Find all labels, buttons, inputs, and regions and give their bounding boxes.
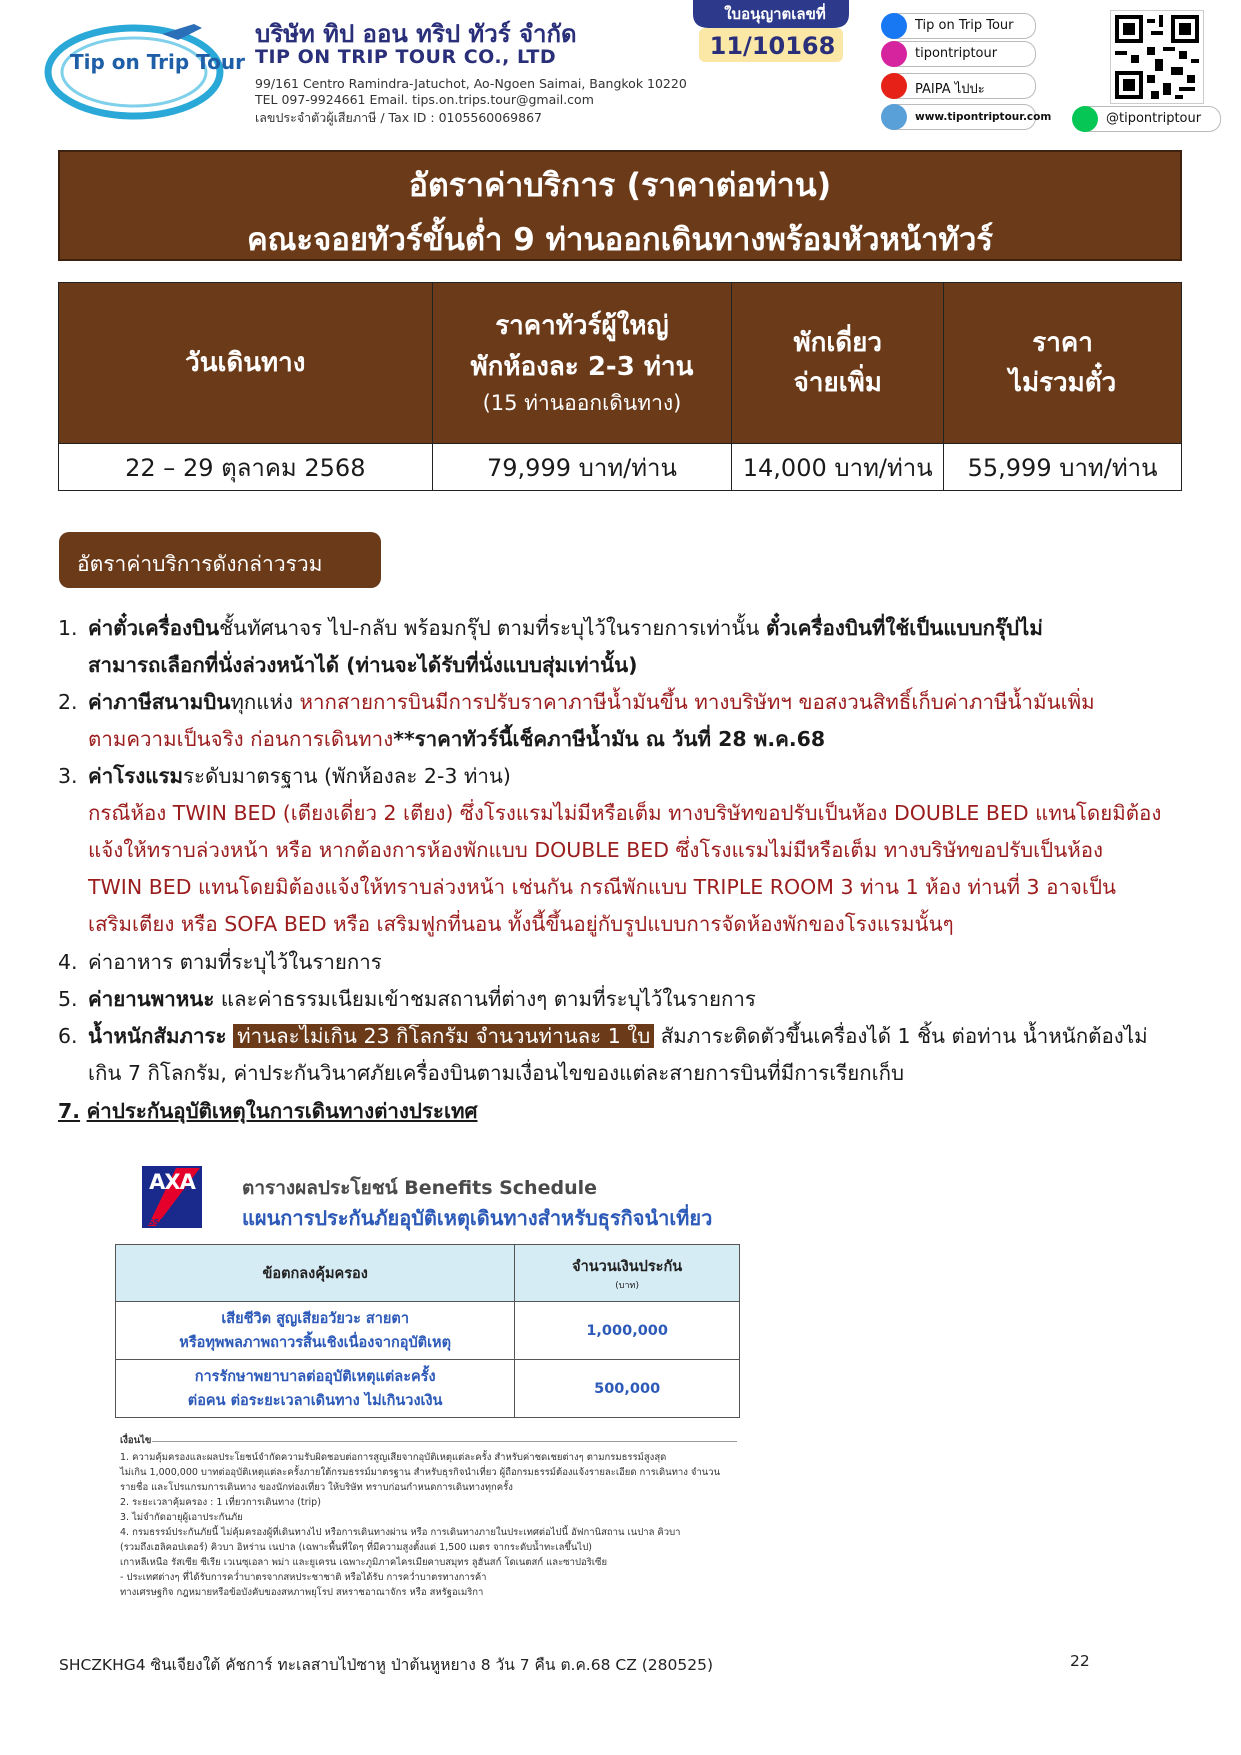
condition-line: เกาหลีเหนือ รัสเซีย ซีเรีย เวเนซุเอลา พม่า และยูเครน เฉพาะภูมิภาคไครเมียคาบสมุทร ลูฮันสก์ โดเนตสก์ และซาปอริเซีย — [120, 1557, 608, 1568]
header-adult-price: ราคาทัวร์ผู้ใหญ่ พักห้องละ 2-3 ท่าน (15 ท่านออกเดินทาง) — [432, 283, 732, 444]
highlighted-baggage: ท่านละไม่เกิน 23 กิโลกรัม จำนวนท่านละ 1 ใบ — [233, 1024, 654, 1048]
benefits-table — [115, 1244, 740, 1418]
conditions-divider — [152, 1441, 737, 1442]
youtube-icon — [881, 73, 907, 99]
amount-cell: 500,000 — [515, 1360, 740, 1418]
list-item-cont: เกิน 7 กิโลกรัม, ค่าประกันวินาศภัยเครื่องบินตามเงื่อนไขของแต่ละสายการบินที่มีการเรียกเก็บ — [88, 1061, 905, 1085]
header-price-no-ticket: ราคา ไม่รวมตั๋ว — [944, 283, 1182, 444]
condition-line: (รวมถึงเฮลิคอปเตอร์) คิวบา อิหร่าน เนปาล (เฉพาะพื้นที่ใดๆ ที่มีความสูงตั้งแต่ 1,500 เมตร จากระดับน้ำทะเลขึ้นไป) — [120, 1542, 592, 1553]
condition-line: ทางเศรษฐกิจ กฎหมายหรือข้อบังคับของสหภาพยุโรป สหราชอาณาจักร หรือ สหรัฐอเมริกา — [120, 1587, 484, 1598]
company-name-english: TIP ON TRIP TOUR CO., LTD — [255, 46, 557, 68]
facebook-link[interactable]: Tip on Trip Tour — [882, 13, 1036, 39]
instagram-link[interactable]: tipontriptour — [882, 41, 1036, 67]
header-coverage: ข้อตกลงคุ้มครอง — [116, 1245, 515, 1302]
company-name-thai: บริษัท ทิป ออน ทริป ทัวร์ จำกัด — [255, 20, 577, 48]
condition-line: - ประเทศต่างๆ ที่ได้รับการคว่ำบาตรจากสหประชาชาติ หรือได้รับ การคว่ำบาตรทางการค้า — [120, 1572, 487, 1583]
table-row: เสียชีวิต สูญเสียอวัยวะ สายตา หรือทุพพลภาพถาวรสิ้นเชิงเนื่องจากอุบัติเหตุ 1,000,000 — [116, 1302, 740, 1360]
condition-line: 2. ระยะเวลาคุ้มครอง : 1 เที่ยวการเดินทาง (trip) — [120, 1497, 321, 1508]
condition-line: ไม่เกิน 1,000,000 บาทต่ออุบัติเหตุแต่ละครั้งภายใต้กรมธรรม์มาตรฐาน สำหรับธุรกิจนำเที่ยว ผู้ถือกรมธรรม์ต้องแจ้งรายละเอียด การเดินทาง จำนวน — [120, 1467, 721, 1478]
list-item: 6. น้ำหนักสัมภาระ ท่านละไม่เกิน 23 กิโลกรัม จำนวนท่านละ 1 ใบ สัมภาระติดตัวขึ้นเครื่องได้ 1 ชิ้น ต่อท่าน น้ำหนักต้องไม่ — [58, 1024, 1148, 1048]
list-item-insurance: 7. ค่าประกันอุบัติเหตุในการเดินทางต่างประเทศ — [58, 1099, 478, 1123]
axa-logo-text: AXA — [149, 1170, 195, 1194]
conditions-title: เงื่อนไข — [120, 1435, 152, 1446]
banner-subtitle: คณะจอยทัวร์ขั้นต่ำ 9 ท่านออกเดินทางพร้อมหัวหน้าทัวร์ — [246, 222, 994, 258]
list-item: 5. ค่ายานพาหนะ และค่าธรรมเนียมเข้าชมสถานที่ต่างๆ ตามที่ระบุไว้ในรายการ — [58, 987, 756, 1011]
website-link[interactable]: www.tipontriptour.com — [882, 104, 1036, 130]
page-number: 22 — [1070, 1652, 1090, 1670]
list-item-cont: ตามความเป็นจริง ก่อนการเดินทาง**ราคาทัวร์นี้เช็คภาษีน้ำมัน ณ วันที่ 28 พ.ค.68 — [88, 727, 826, 751]
condition-line: รายชื่อ และโปรแกรมการเดินทาง ของนักท่องเที่ยว ให้บริษัท ทราบก่อนกำหนดการเดินทางทุกครั้ง — [120, 1482, 513, 1493]
list-item: 2. ค่าภาษีสนามบินทุกแห่ง หากสายการบินมีการปรับราคาภาษีน้ำมันขึ้น ทางบริษัทฯ ขอสงวนสิทธิ์เก็บค่าภาษีน้ำมันเพิ่ม — [58, 690, 1095, 714]
benefits-subtitle: แผนการประกันภัยอุบัติเหตุเดินทางสำหรับธุรกิจนำเที่ยว — [242, 1206, 713, 1230]
table-row: การรักษาพยาบาลต่ออุบัติเหตุแต่ละครั้ง ต่อคน ต่อระยะเวลาเดินทาง ไม่เกินวงเงิน 500,000 — [116, 1360, 740, 1418]
list-item: 4. ค่าอาหาร ตามที่ระบุไว้ในรายการ — [58, 950, 382, 974]
license-number: 11/10168 — [709, 32, 836, 60]
logo-text: Tip on Trip Tour — [70, 50, 245, 74]
company-address: 99/161 Centro Ramindra-Jatuchot, Ao-Ngoen Saimai, Bangkok 10220 — [255, 76, 687, 91]
travel-date-cell: 22 – 29 ตุลาคม 2568 — [59, 444, 433, 491]
header-single-supplement: พักเดี่ยว จ่ายเพิ่ม — [732, 283, 944, 444]
company-tax-id: เลขประจำตัวผู้เสียภาษี / Tax ID : 0105560069867 — [255, 110, 542, 125]
license-label: ใบอนุญาตเลขที่ — [724, 5, 826, 23]
globe-icon — [881, 104, 907, 130]
company-contact: TEL 097-9924661 Email. tips.on.trips.tour@gmail.com — [255, 92, 594, 107]
no-ticket-price-cell: 55,999 บาท/ท่าน — [944, 444, 1182, 491]
single-supplement-cell: 14,000 บาท/ท่าน — [732, 444, 944, 491]
benefits-title: ตารางผลประโยชน์ Benefits Schedule — [242, 1177, 597, 1199]
footer-tour-code: SHCZKHG4 ซินเจียงใต้ คัชการ์ ทะเลสาบไป่ซาหู ป่าต้นหูหยาง 8 วัน 7 คืน ต.ค.68 CZ (280525) — [59, 1656, 714, 1674]
banner-title: อัตราค่าบริการ (ราคาต่อท่าน) — [408, 166, 832, 204]
list-item: 1. ค่าตั๋วเครื่องบินชั้นทัศนาจร ไป-กลับ พร้อมกรุ๊ป ตามที่ระบุไว้ในรายการเท่านั้น ตั๋วเครื่องบินที่ใช้เป็นแบบกรุ๊ปไม่ — [58, 616, 1043, 640]
header-travel-date: วันเดินทาง — [59, 283, 433, 444]
list-item: 3. ค่าโรงแรมระดับมาตรฐาน (พักห้องละ 2-3 ท่าน) — [58, 764, 511, 788]
table-row — [59, 444, 1182, 491]
amount-cell: 1,000,000 — [515, 1302, 740, 1360]
condition-line: 1. ความคุ้มครองและผลประโยชน์จำกัดความรับผิดชอบต่อการสูญเสียจากอุบัติเหตุแต่ละครั้ง สำหรับค่าชดเชยต่างๆ ตามกรมธรรม์สูงสุด — [120, 1452, 667, 1463]
condition-line: 3. ไม่จำกัดอายุผู้เอาประกันภัย — [120, 1512, 243, 1523]
list-item-cont: กรณีห้อง TWIN BED (เตียงเดี่ยว 2 เตียง) ซึ่งโรงแรมไม่มีหรือเต็ม ทางบริษัทขอปรับเป็นห้อง DOUBLE BED แทนโดยมิต้อง — [88, 801, 1162, 825]
list-item-cont: สามารถเลือกที่นั่งล่วงหน้าได้ (ท่านจะได้รับที่นั่งแบบสุ่มเท่านั้น) — [88, 653, 638, 677]
youtube-link[interactable]: PAIPA ไปปะ — [882, 73, 1036, 99]
list-item-cont: TWIN BED แทนโดยมิต้องแจ้งให้ทราบล่วงหน้า เช่นกัน กรณีพักแบบ TRIPLE ROOM 3 ท่าน 1 ห้อง ท่านที่ 3 อาจเป็น — [88, 875, 1116, 899]
facebook-icon — [881, 13, 907, 39]
adult-price-cell: 79,999 บาท/ท่าน — [432, 444, 732, 491]
list-item-cont: แจ้งให้ทราบล่วงหน้า หรือ หากต้องการห้องพักแบบ DOUBLE BED ซึ่งโรงแรมไม่มีหรือเต็ม ทางบริษัทขอปรับเป็นห้อง — [88, 838, 1104, 862]
instagram-icon — [881, 41, 907, 67]
list-item-cont: เสริมเตียง หรือ SOFA BED หรือ เสริมฟูกที่นอน ทั้งนี้ขึ้นอยู่กับรูปแบบการจัดห้องพักของโรงแรมนั้นๆ — [88, 912, 954, 936]
qr-code — [1110, 10, 1204, 104]
line-icon — [1072, 106, 1098, 132]
price-table — [58, 282, 1182, 491]
header-sum-insured: จำนวนเงินประกัน (บาท) — [515, 1245, 740, 1302]
axa-logo-subtext: ASSURANCES — [142, 1218, 202, 1227]
condition-line: 4. กรมธรรม์ประกันภัยนี้ ไม่คุ้มครองผู้ที่เดินทางไป หรือการเดินทางผ่าน หรือ การเดินทางภายในประเทศต่อไปนี้ อัฟกานิสถาน เนปาล คิวบา — [120, 1527, 681, 1538]
section-title: อัตราค่าบริการดังกล่าวรวม — [77, 552, 323, 576]
line-link[interactable]: @tipontriptour — [1073, 106, 1221, 132]
